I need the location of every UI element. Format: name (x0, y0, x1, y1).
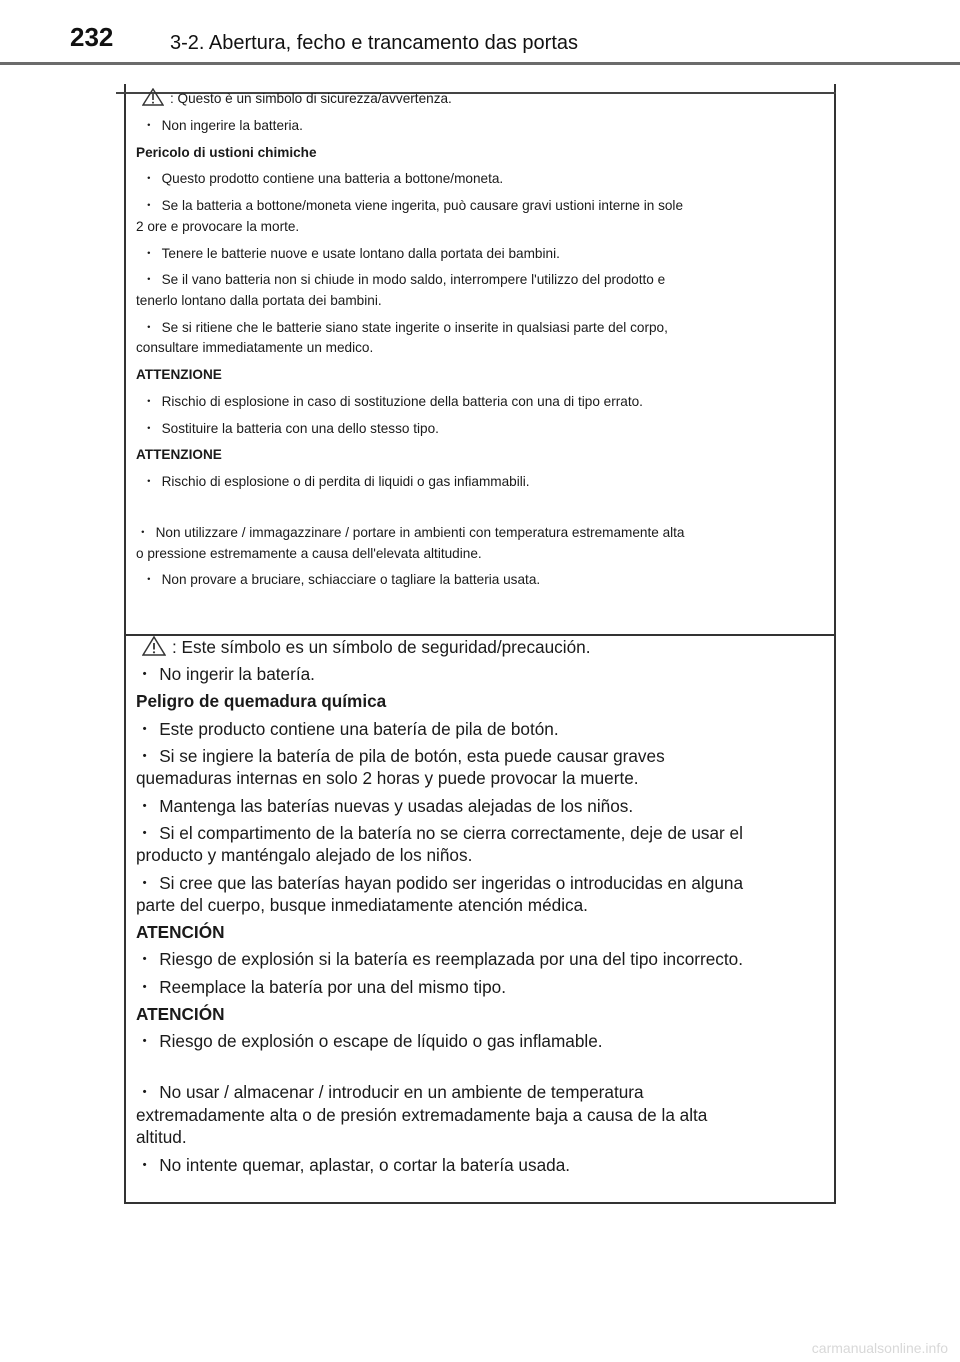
list-item-continuation: producto y manténgalo alejado de los niños. (136, 845, 473, 866)
spanish-warning-block (136, 636, 826, 1183)
list-item: ・ Si se ingiere la batería de pila de botón, esta puede causar graves (136, 745, 665, 766)
list-item: ・ Reemplace la batería por una del mismo tipo. (136, 976, 506, 997)
bottom-divider (124, 1202, 836, 1204)
list-item-continuation: o pressione estremamente a causa dell'elevata altitudine. (136, 545, 482, 561)
hazard-heading: Peligro de quemadura química (136, 691, 387, 712)
list-item: ・ Riesgo de explosión o escape de líquido o gas inflamable. (136, 1031, 603, 1052)
list-item: ・ Non utilizzare / immagazzinare / portare in ambienti con temperatura estremamente alta (136, 524, 685, 540)
symbol-note: : Este símbolo es un símbolo de seguridad/precaución. (136, 636, 826, 658)
list-item-continuation: consultare immediatamente un medico. (136, 340, 374, 356)
list-item: ・ Si el compartimento de la batería no se cierra correctamente, deje de usar el (136, 822, 743, 843)
list-item: ・ Non provare a bruciare, schiacciare o tagliare la batteria usata. (142, 572, 541, 588)
list-item-continuation: parte del cuerpo, busque inmediatamente atención médica. (136, 895, 588, 916)
list-item: ・ Si cree que las baterías hayan podido ser ingeridas o introducidas en alguna (136, 872, 744, 893)
caution-heading: ATTENZIONE (136, 447, 222, 463)
list-item: ・ No intente quemar, aplastar, o cortar la batería usada. (136, 1154, 571, 1175)
list-item: ・ Tenere le batterie nuove e usate lontano dalla portata dei bambini. (142, 245, 560, 261)
list-item: ・ Rischio di esplosione in caso di sostituzione della batteria con una di tipo errato. (142, 393, 643, 409)
list-item-continuation: tenerlo lontano dalla portata dei bambini. (136, 292, 382, 308)
page-number: 232 (70, 22, 114, 52)
list-item-continuation: altitud. (136, 1127, 187, 1148)
list-item: ・ Sostituire la batteria con una dello stesso tipo. (142, 420, 439, 436)
list-item: ・ Rischio di esplosione o di perdita di liquidi o gas infiammabili. (142, 474, 530, 490)
list-item-continuation: 2 ore e provocare la morte. (136, 218, 300, 234)
list-item: ・ No ingerir la batería. (136, 664, 315, 685)
caution-heading: ATENCIÓN (136, 1003, 225, 1024)
caution-heading: ATENCIÓN (136, 922, 225, 943)
list-item: ・ Se si ritiene che le batterie siano state ingerite o inserite in qualsiasi parte del corpo, (142, 319, 668, 335)
symbol-note: : Questo è un simbolo di sicurezza/avvertenza. (136, 88, 826, 107)
site-watermark: carmanualsonline.info (811, 1340, 948, 1356)
list-item: ・ No usar / almacenar / introducir en un ambiente de temperatura (136, 1082, 644, 1103)
list-item: ・ Mantenga las baterías nuevas y usadas alejadas de los niños. (136, 795, 634, 816)
list-item: ・ Se il vano batteria non si chiude in modo saldo, interrompere l'utilizzo del prodotto e (142, 272, 666, 288)
italian-warning-block (136, 88, 826, 599)
hazard-heading: Pericolo di ustioni chimiche (136, 144, 317, 160)
warning-triangle-icon (142, 636, 166, 656)
list-item: ・ Non ingerire la batteria. (142, 117, 303, 133)
warning-triangle-icon (142, 88, 164, 106)
page-header (0, 0, 960, 65)
list-item-continuation: quemaduras internas en solo 2 horas y puede provocar la muerte. (136, 768, 639, 789)
list-item-continuation: extremadamente alta o de presión extremadamente baja a causa de la alta (136, 1104, 708, 1125)
list-item: ・ Questo prodotto contiene una batteria a bottone/moneta. (142, 171, 504, 187)
list-item: ・ Riesgo de explosión si la batería es reemplazada por una del tipo incorrecto. (136, 949, 743, 970)
list-item: ・ Este producto contiene una batería de pila de botón. (136, 718, 559, 739)
list-item: ・ Se la batteria a bottone/moneta viene ingerita, può causare gravi ustioni interne in sole (142, 198, 684, 214)
page-section-title: 3-2. Abertura, fecho e trancamento das portas (170, 32, 579, 54)
caution-heading: ATTENZIONE (136, 367, 222, 383)
